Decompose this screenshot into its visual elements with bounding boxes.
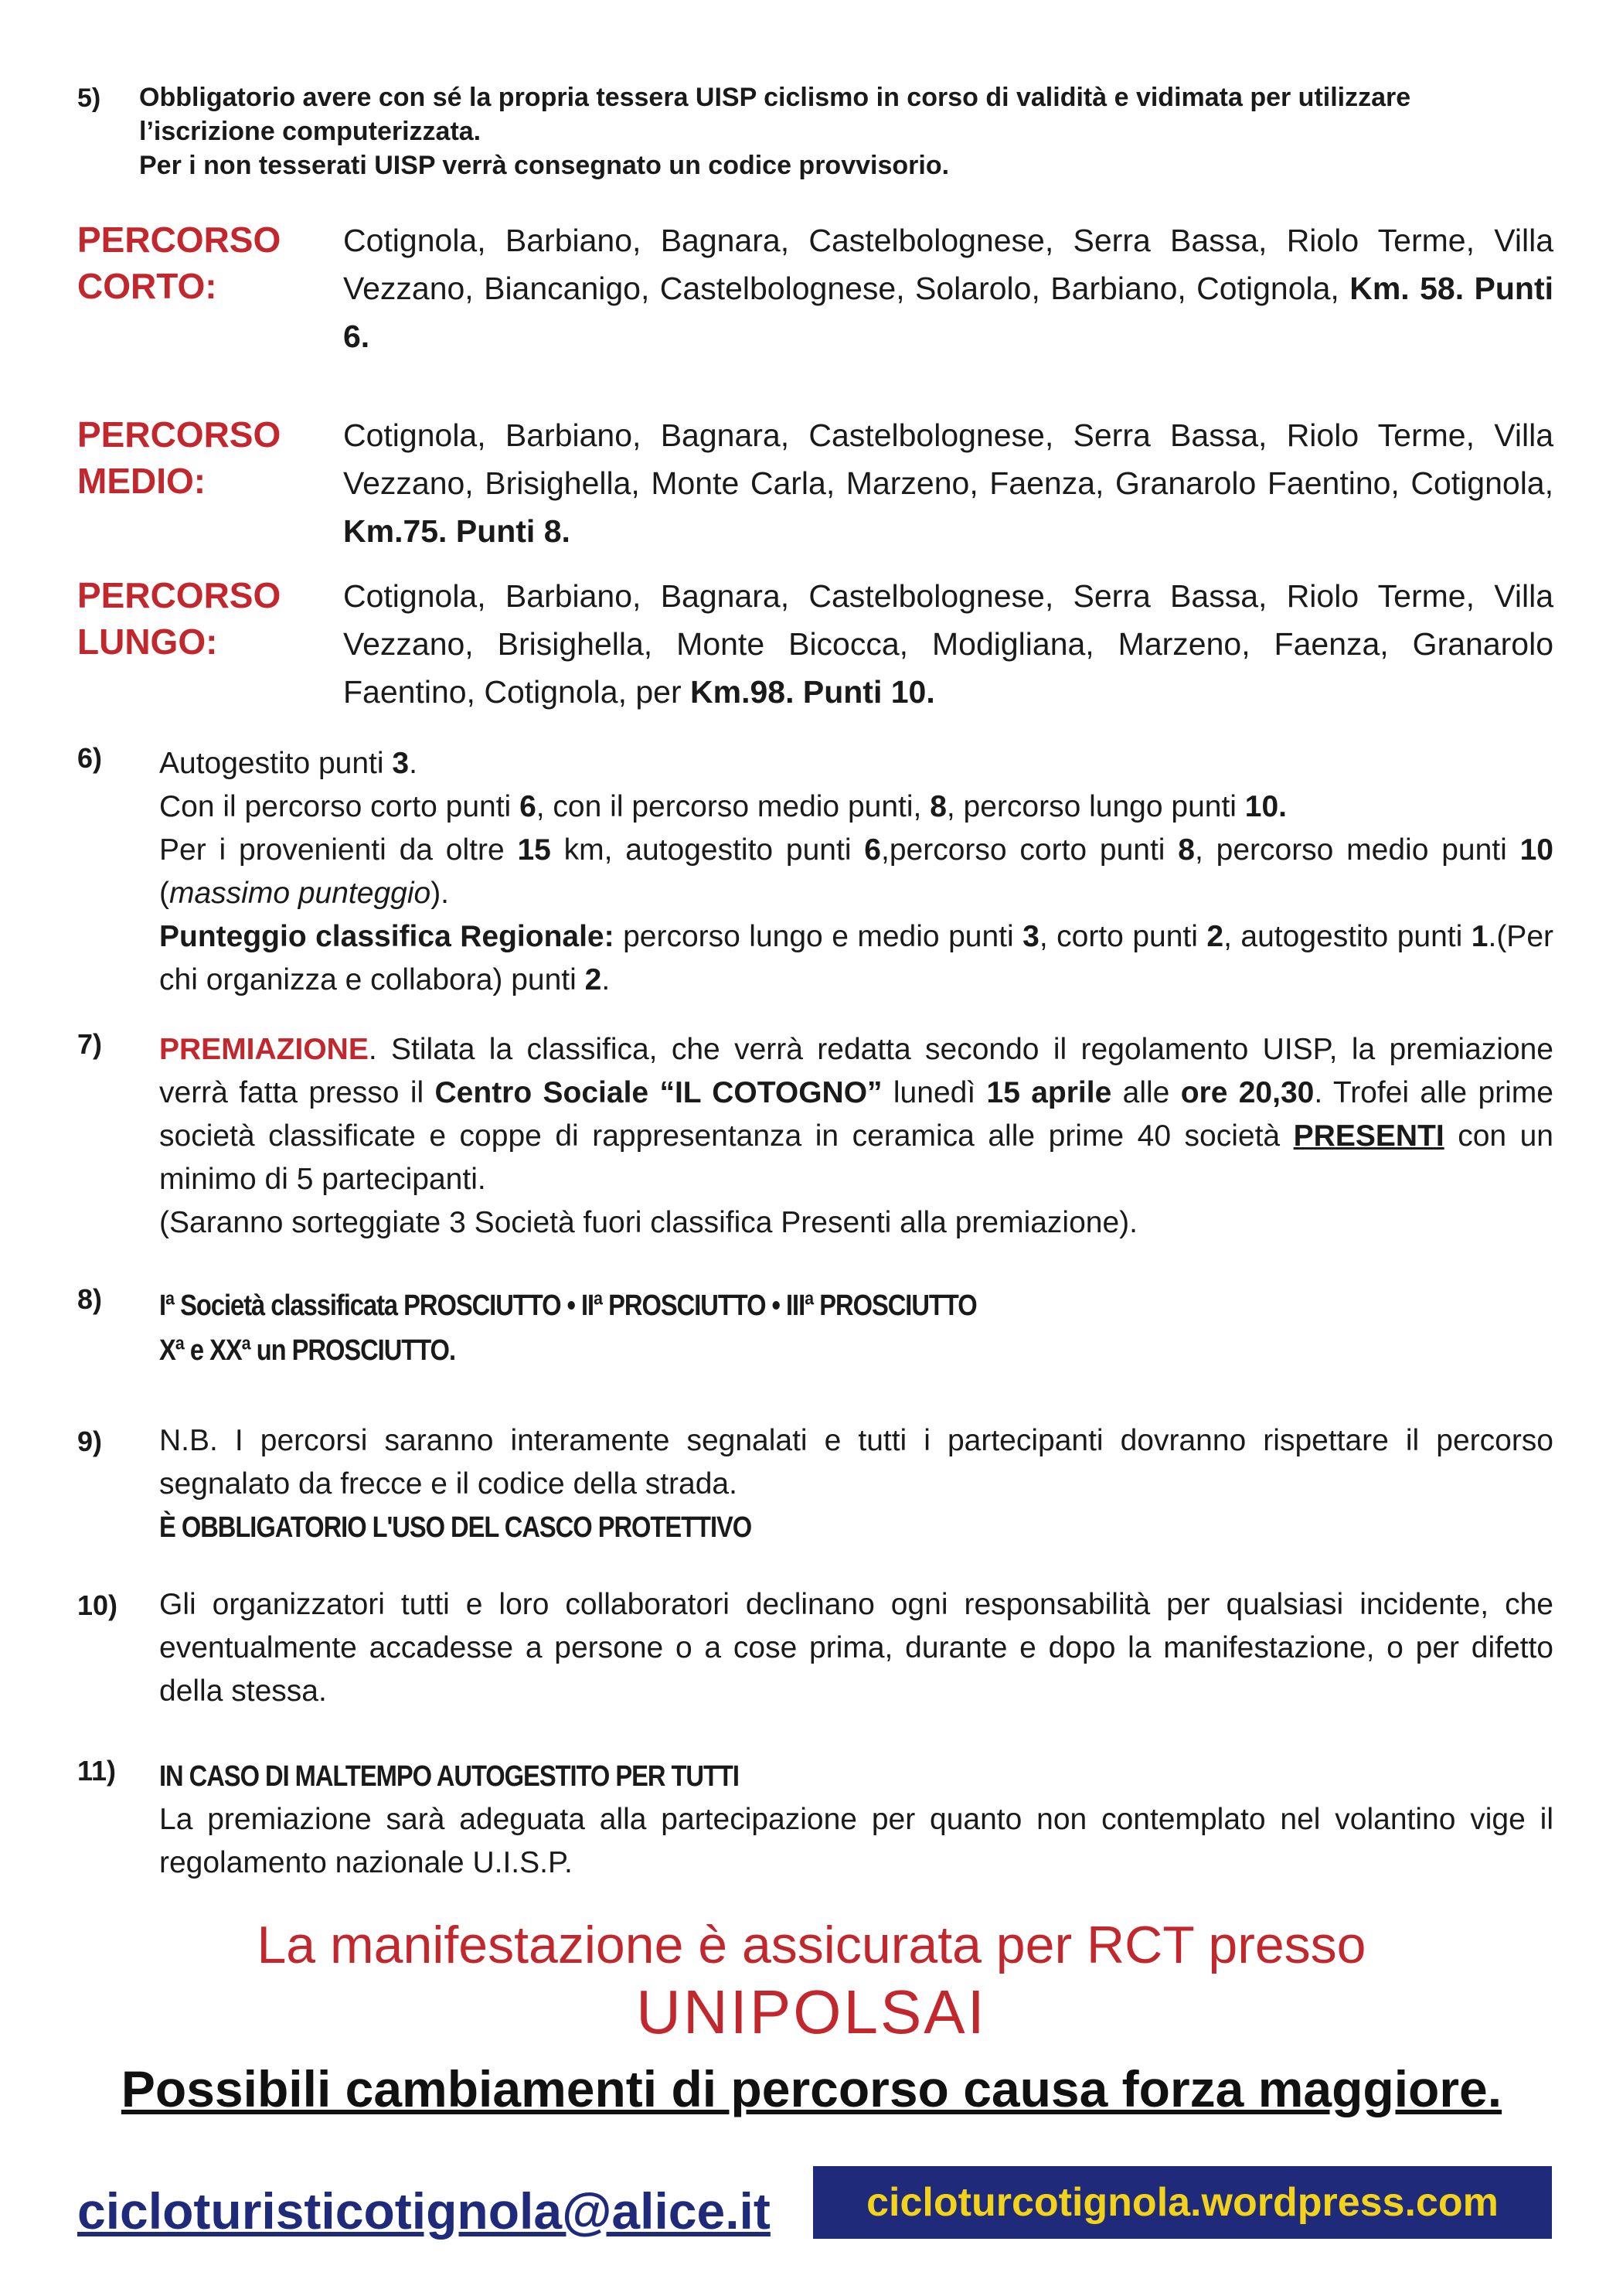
award-title: PREMIAZIONE: [159, 1033, 369, 1066]
item-number: 6): [77, 742, 103, 774]
text-fragment: 8: [930, 790, 947, 823]
text-fragment: 6: [864, 833, 881, 867]
route-signage-text: [159, 1419, 1553, 1549]
route-towns: Cotignola, Barbiano, Bagnara, Castelbolognese, Serra Bassa, Riolo Terme, Villa Vezzano, Brisighella, Monte Carla, Marzeno, Faenza, Granarolo Faentino, Cotignola,: [343, 417, 1553, 501]
route-label-line2: MEDIO:: [77, 461, 206, 501]
liability-text: Gli organizzatori tutti e loro collaboratori declinano ogni responsabilità per qualsiasi incidente, che eventualmente accadesse a persone o a cose prima, durante e dopo la manifestazione, o per difetto della stessa.: [159, 1588, 1553, 1708]
text-fragment: , con il percorso medio punti,: [536, 790, 931, 823]
regulation-note: La premiazione sarà adeguata alla partecipazione per quanto non contemplato nel volantino vige il regolamento nazionale U.I.S.P.: [159, 1803, 1553, 1879]
text-fragment: 6: [519, 790, 536, 823]
text-fragment: massimo punteggio: [169, 877, 431, 910]
helmet-mandatory: È OBBLIGATORIO L'USO DEL CASCO PROTETTIVO: [159, 1511, 752, 1544]
text-fragment: Centro Sociale “IL COTOGNO”: [434, 1076, 883, 1109]
prizes-line2: Xª e XXª un PROSCIUTTO.: [159, 1334, 455, 1367]
text-fragment: . Stilata la classifica, che verrà redatta secondo il regolamento UISP, la premiazione verrà fatta presso il: [159, 1033, 1553, 1109]
text-fragment: , autogestito punti: [1223, 920, 1472, 953]
route-medium-label: [77, 411, 332, 504]
text-fragment: 2: [1206, 920, 1224, 953]
text-fragment: .(Per chi organizza e collabora) punti: [159, 920, 1553, 996]
item-number: 11): [77, 1755, 117, 1787]
signage-note: N.B. I percorsi saranno interamente segnalati e tutti i partecipanti dovranno rispettare il percorso segnalato da frecce e il codice della strada.: [159, 1424, 1553, 1501]
text-fragment: 1: [1471, 920, 1489, 953]
bad-weather-title: IN CASO DI MALTEMPO AUTOGESTITO PER TUTTI: [159, 1760, 739, 1793]
scoring-self-managed: [159, 742, 1553, 785]
text-fragment: lunedì: [882, 1076, 987, 1109]
text-fragment: Autogestito punti: [159, 747, 393, 780]
item-number: 7): [77, 1028, 103, 1060]
route-label-line2: LUNGO:: [77, 622, 218, 662]
text-fragment: 10.: [1244, 790, 1288, 823]
route-towns: Cotignola, Barbiano, Bagnara, Castelbolognese, Serra Bassa, Riolo Terme, Villa Vezzano, Biancanigo, Castelbolognese, Solarolo, Barbiano, Cotignola,: [343, 223, 1553, 306]
text-fragment: , corto punti: [1039, 920, 1207, 953]
text-fragment: 2: [584, 963, 602, 996]
route-label-line1: PERCORSO: [77, 220, 281, 260]
text-fragment: , percorso medio punti: [1194, 833, 1520, 867]
text-fragment: (: [159, 877, 169, 910]
insurer-name: UNIPOLSAI: [636, 1977, 987, 2046]
item-number: 9): [77, 1426, 103, 1457]
text-fragment: percorso lungo e medio punti: [614, 920, 1023, 953]
text-fragment: 15 aprile: [986, 1076, 1112, 1109]
text-fragment: .: [409, 747, 417, 780]
route-changes-notice: Possibili cambiamenti di percorso causa forza maggiore.: [121, 2060, 1502, 2117]
item-number: 10): [77, 1589, 118, 1621]
text-fragment: Per i provenienti da oltre: [159, 833, 518, 867]
item-number: 8): [77, 1283, 103, 1315]
route-label-line1: PERCORSO: [77, 414, 281, 455]
route-distance: Km.98. Punti 10.: [690, 674, 935, 710]
text-fragment: alle: [1111, 1076, 1181, 1109]
contact-email-link[interactable]: cicloturisticotignola@alice.it: [77, 2182, 771, 2240]
route-distance: Km.75. Punti 8.: [343, 513, 570, 549]
scoring-distant: [159, 829, 1553, 915]
item-5-text: [139, 80, 1553, 182]
scoring-text: [159, 742, 1553, 1002]
text-fragment: Punteggio classifica Regionale:: [159, 920, 614, 953]
text-fragment: ore 20,30: [1180, 1076, 1315, 1109]
text-fragment: km, autogestito punti: [550, 833, 865, 867]
prizes-text: [159, 1283, 1553, 1373]
route-medium-description: [343, 411, 1553, 555]
membership-requirement: Obbligatorio avere con sé la propria tessera UISP ciclismo in corso di validità e vidimata per utilizzare l’iscrizione computerizzata.: [139, 83, 1411, 146]
award-description: [159, 1028, 1553, 1201]
prizes-line1: Iª Società classificata PROSCIUTTO • IIª PROSCIUTTO • IIIª PROSCIUTTO: [159, 1289, 977, 1322]
text-fragment: 3: [392, 747, 410, 780]
text-fragment: con un minimo di 5 partecipanti.: [159, 1119, 1553, 1196]
text-fragment: ,percorso corto punti: [881, 833, 1179, 867]
text-fragment: Con il percorso corto punti: [159, 790, 520, 823]
website-link[interactable]: cicloturcotignola.wordpress.com: [813, 2166, 1552, 2239]
scoring-regional: [159, 915, 1553, 1002]
route-long-label: [77, 572, 332, 665]
text-fragment: . Trofei alle prime società classificate e coppe di rappresentanza in ceramica alle prime 40 società: [159, 1076, 1553, 1153]
route-label-line2: CORTO:: [77, 266, 217, 306]
text-fragment: ).: [430, 877, 450, 910]
route-long-description: [343, 572, 1553, 716]
scoring-routes: [159, 785, 1553, 829]
award-ceremony-text: [159, 1028, 1553, 1245]
text-fragment: PRESENTI: [1293, 1119, 1444, 1153]
text-fragment: 10: [1519, 833, 1553, 867]
route-towns: Cotignola, Barbiano, Bagnara, Castelbolognese, Serra Bassa, Riolo Terme, Villa Vezzano, Brisighella, Monte Bicocca, Modigliana, Marzeno, Faenza, Granarolo Faentino, Cotignola, per: [343, 578, 1553, 710]
route-distance: Km. 58. Punti 6.: [343, 271, 1553, 354]
item-number: 5): [77, 83, 101, 113]
text-fragment: 3: [1022, 920, 1039, 953]
text-fragment: 15: [517, 833, 551, 867]
text-fragment: .: [601, 963, 611, 996]
route-short-description: [343, 216, 1553, 360]
text-fragment: , percorso lungo punti: [946, 790, 1245, 823]
bad-weather-text: [159, 1755, 1553, 1885]
insurance-notice: La manifestazione è assicurata per RCT presso: [257, 1916, 1366, 1974]
text-fragment: 8: [1178, 833, 1195, 867]
provisional-code-note: Per i non tesserati UISP verrà consegnato un codice provvisorio.: [139, 151, 950, 180]
route-short-label: [77, 216, 332, 309]
route-label-line1: PERCORSO: [77, 575, 281, 615]
award-draw-note: (Saranno sorteggiate 3 Società fuori classifica Presenti alla premiazione).: [159, 1206, 1138, 1239]
